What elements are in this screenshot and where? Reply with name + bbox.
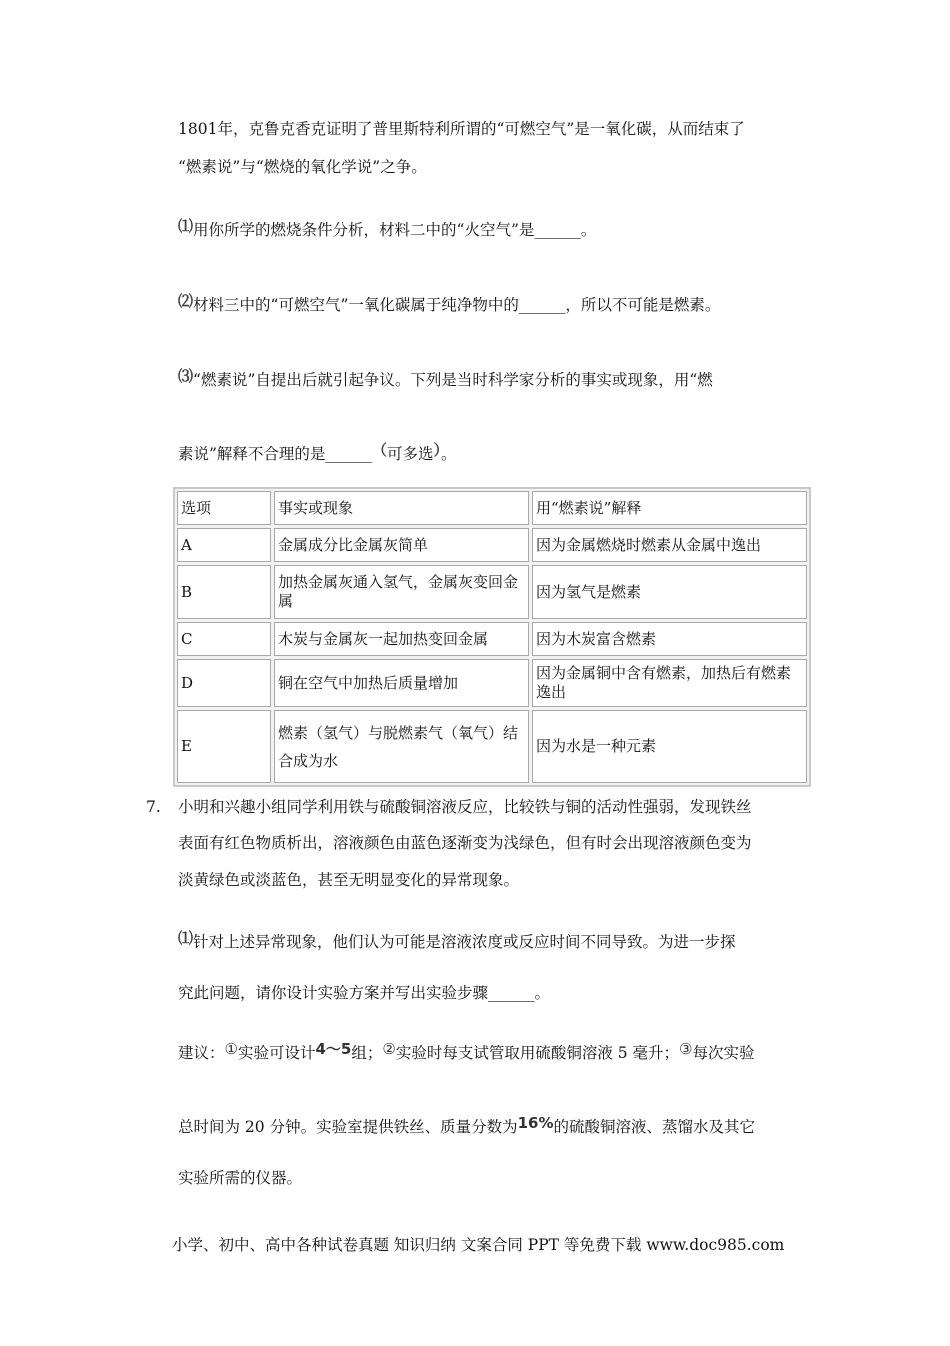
table-cell-option: D — [177, 659, 271, 707]
table-header-option: 选项 — [177, 491, 271, 525]
table-cell-explain: 因为氢气是燃素 — [532, 565, 807, 619]
q7-line-2: 表面有红色物质析出，溶液颜色由蓝色逐渐变为浅绿色，但有时会出现溶液颜色变为 — [178, 834, 752, 852]
options-table — [173, 487, 811, 787]
q6-part-3-text-2: 素说”解释不合理的是______ — [178, 445, 372, 463]
part-number-1: ⑴ — [178, 929, 194, 947]
table-cell-option: E — [177, 710, 271, 783]
table-cell-fact: 木炭与金属灰一起加热变回金属 — [274, 622, 529, 656]
q6-part-3-end: 。 — [440, 445, 457, 463]
table-cell-fact: 燃素（氢气）与脱燃素气（氧气）结合成为水 — [274, 710, 529, 783]
circled-number-3: ③ — [679, 1040, 693, 1058]
group-count: 4～5 — [315, 1040, 352, 1058]
q6-part-3 — [178, 367, 713, 390]
q7-part-1 — [178, 929, 736, 952]
suggestion-line-1 — [178, 1040, 755, 1063]
table-cell-explain: 因为金属燃烧时燃素从金属中逸出 — [532, 528, 807, 562]
q7-line-1: 小明和兴趣小组同学利用铁与硫酸铜溶液反应，比较铁与铜的活动性强弱，发现铁丝 — [178, 798, 752, 816]
suggestion-line-2 — [178, 1114, 756, 1137]
suggestion-text: 每次实验 — [692, 1044, 755, 1062]
suggestion-text: 实验可设计 — [237, 1044, 316, 1062]
table-cell-explain: 因为金属铜中含有燃素，加热后有燃素逸出 — [532, 659, 807, 707]
mass-fraction: 16% — [517, 1114, 554, 1132]
table-cell-explain: 因为水是一种元素 — [532, 710, 807, 783]
suggestion-line-3: 实验所需的仪器。 — [178, 1169, 303, 1187]
note-close-paren: ） — [433, 441, 441, 459]
q6-part-1-text: 用你所学的燃烧条件分析，材料二中的“火空气”是______。 — [193, 221, 597, 239]
circled-number-2: ② — [382, 1040, 396, 1058]
circled-number-1: ① — [224, 1040, 238, 1058]
suggestion-prefix: 建议： — [178, 1044, 225, 1062]
q6-part-2-text: 材料三中的“可燃空气”一氧化碳属于纯净物中的______，所以不可能是燃素。 — [193, 296, 721, 314]
table-cell-fact: 铜在空气中加热后质量增加 — [274, 659, 529, 707]
q7-line-3: 淡黄绿色或淡蓝色，甚至无明显变化的异常现象。 — [178, 871, 520, 889]
page-footer: 小学、初中、高中各种试卷真题 知识归纳 文案合同 PPT 等免费下载 www.doc985.com — [172, 1236, 785, 1254]
note-open-paren: （ — [371, 441, 387, 459]
table-cell-option: C — [177, 622, 271, 656]
table-header-fact: 事实或现象 — [274, 491, 529, 525]
q6-part-3-text-1: “燃素说”自提出后就引起争议。下列是当时科学家分析的事实或现象，用“燃 — [193, 371, 713, 389]
note-text: 可多选 — [386, 445, 434, 463]
q6-part-1 — [178, 217, 597, 240]
table-cell-fact: 金属成分比金属灰简单 — [274, 528, 529, 562]
part-number-3: ⑶ — [178, 367, 194, 385]
q7-part-1-text-1: 针对上述异常现象，他们认为可能是溶液浓度或反应时间不同导致。为进一步探 — [193, 933, 736, 951]
q6-part-2 — [178, 292, 721, 315]
part-number-1: ⑴ — [178, 217, 194, 235]
table-cell-explain: 因为木炭富含燃素 — [532, 622, 807, 656]
suggestion-text: 总时间为 20 分钟。实验室提供铁丝、质量分数为 — [178, 1118, 518, 1136]
table-header-explain: 用“燃素说”解释 — [532, 491, 807, 525]
part-number-2: ⑵ — [178, 292, 194, 310]
suggestion-text: 实验时每支试管取用硫酸铜溶液 5 毫升； — [395, 1044, 680, 1062]
q6-part-3-line-2 — [178, 441, 457, 464]
intro-line-2: “燃素说”与“燃烧的氧化学说”之争。 — [178, 158, 427, 176]
question-number: 7. — [146, 798, 161, 816]
table-cell-fact: 加热金属灰通入氢气，金属灰变回金属 — [274, 565, 529, 619]
suggestion-text: 组； — [351, 1044, 383, 1062]
table-cell-option: A — [177, 528, 271, 562]
table-cell-option: B — [177, 565, 271, 619]
intro-line-1: 1801年，克鲁克香克证明了普里斯特利所谓的“可燃空气”是一氧化碳，从而结束了 — [178, 120, 745, 138]
suggestion-text: 的硫酸铜溶液、蒸馏水及其它 — [553, 1118, 756, 1136]
q7-part-1-line-2: 究此问题，请你设计实验方案并写出实验步骤______。 — [178, 984, 551, 1002]
